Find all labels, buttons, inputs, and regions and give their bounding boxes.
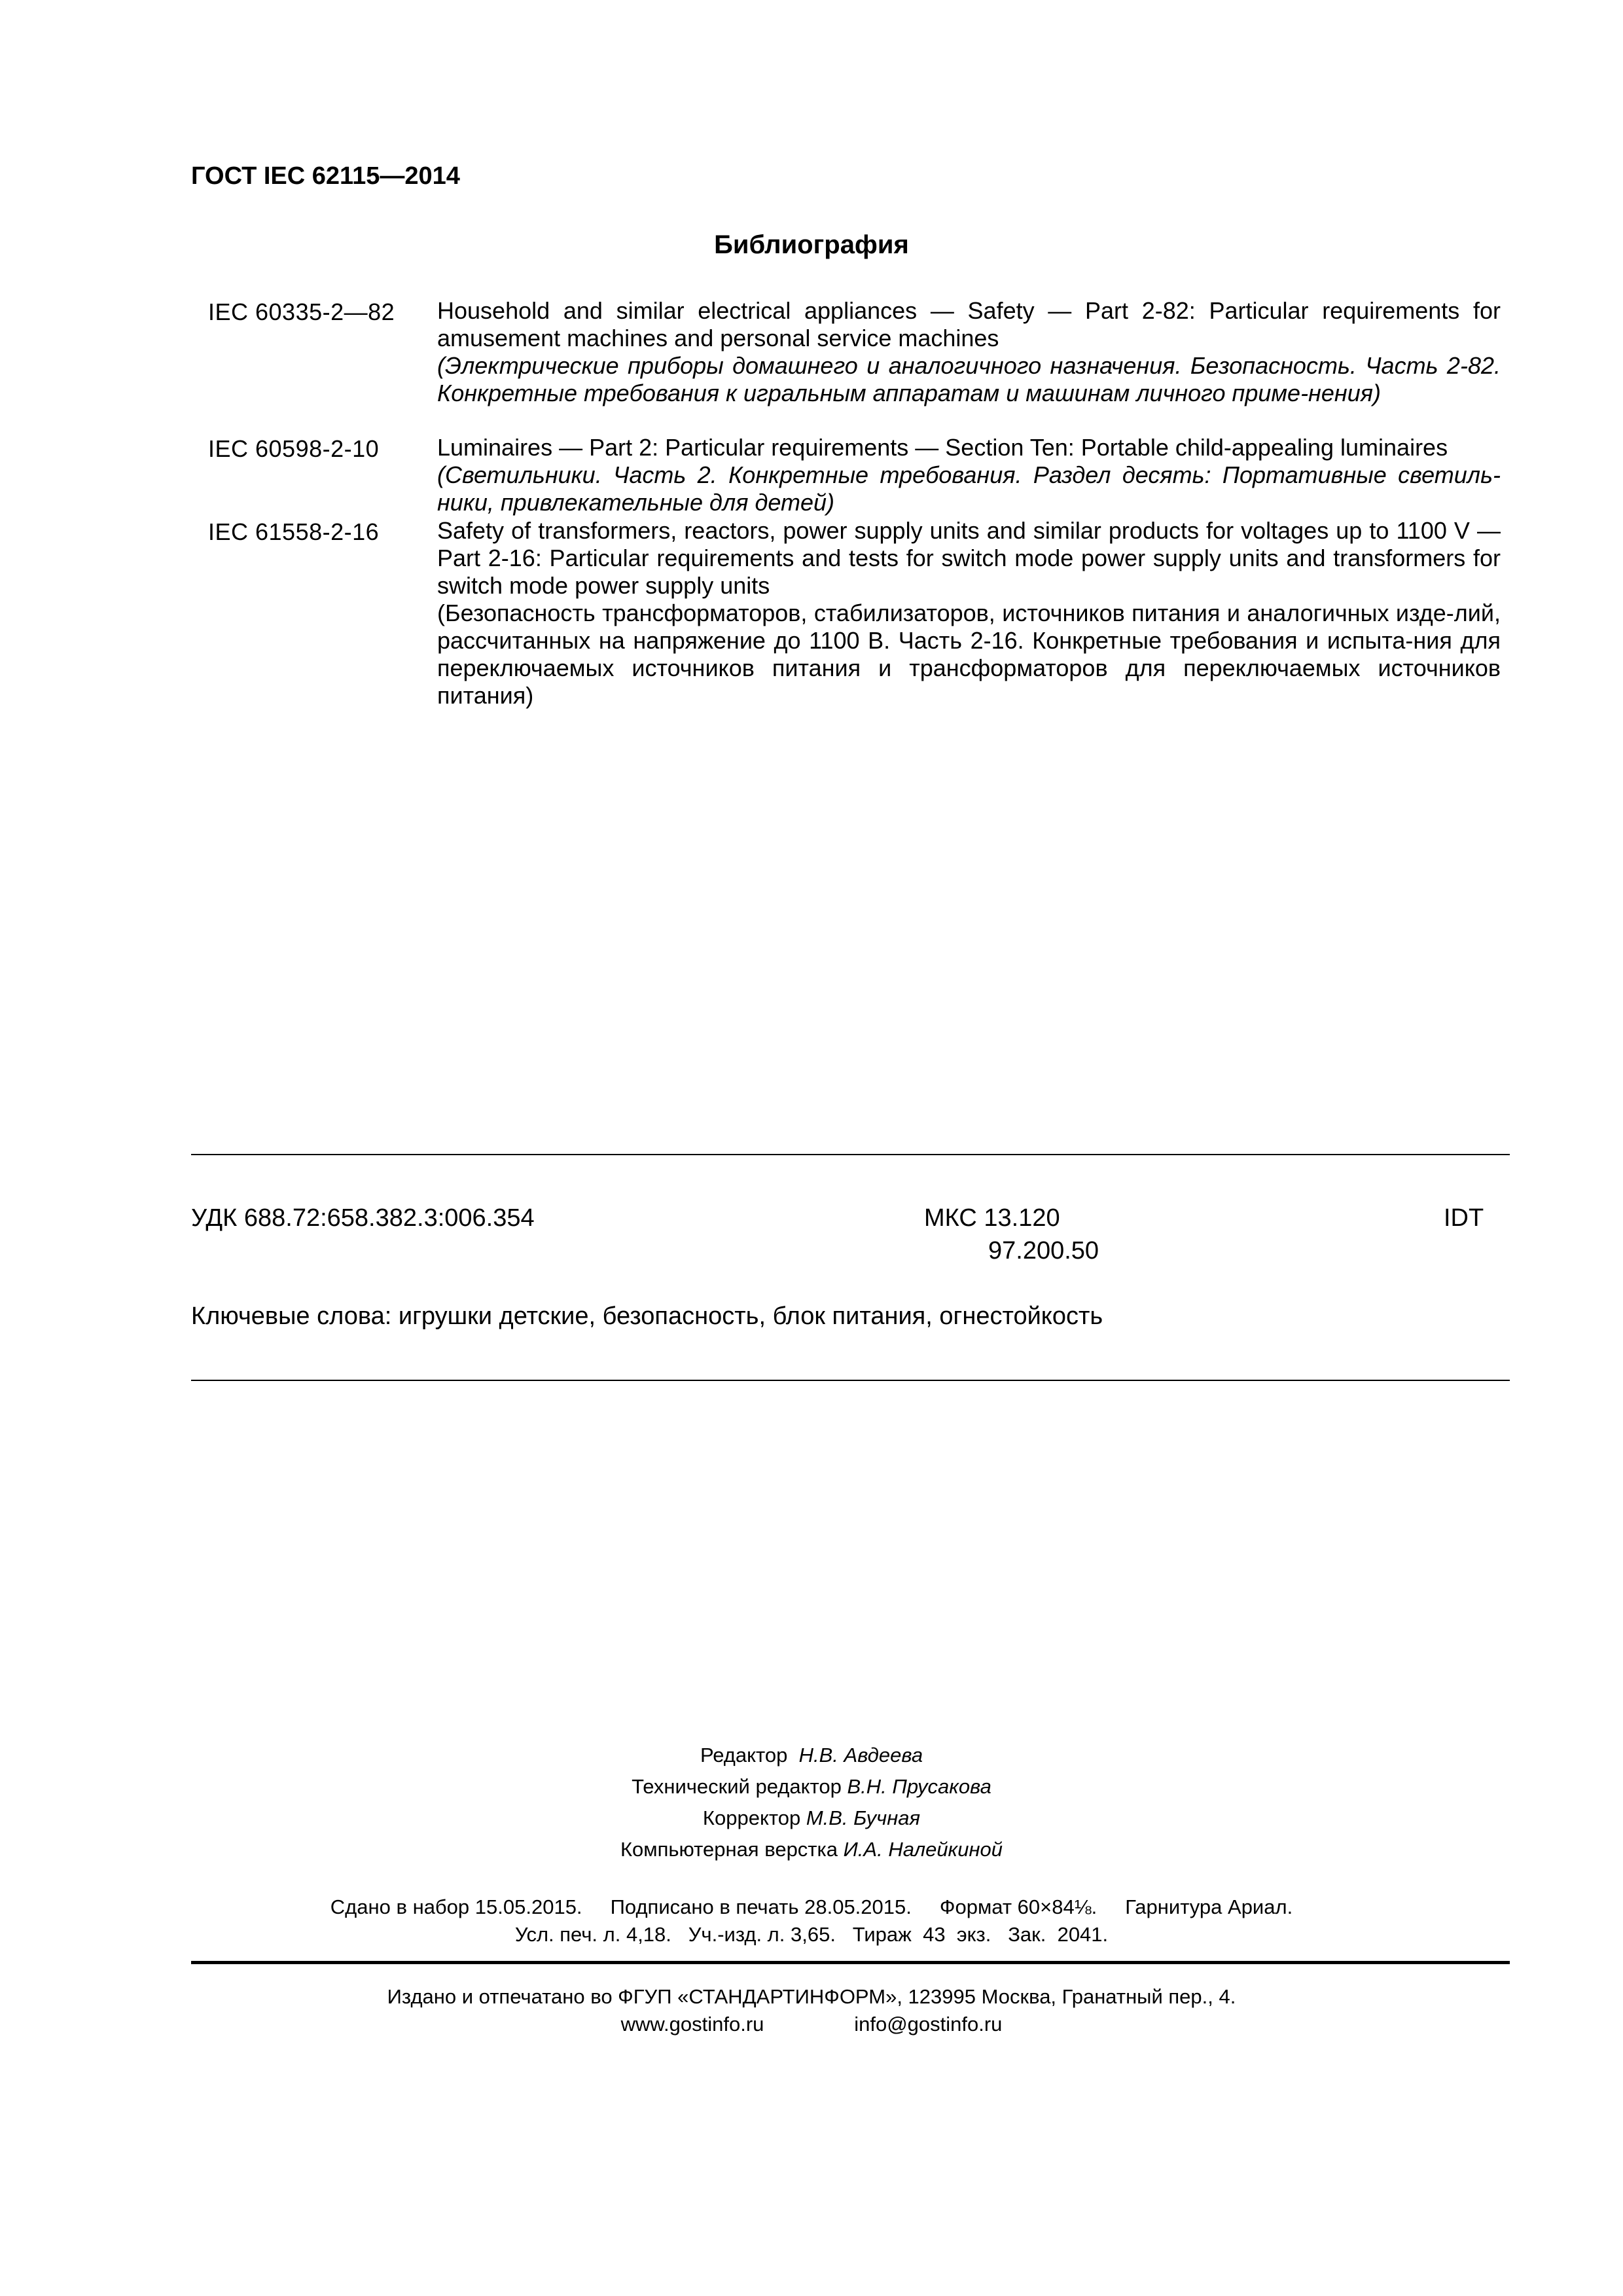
editor-label: Редактор <box>700 1744 788 1767</box>
entry-title-ru: (Электрические приборы домашнего и аналогичного назначения. Безопасность. Часть 2-82. Конкретные требования к игральным аппаратам и машинам личного приме-нения) <box>437 352 1501 406</box>
corrector-line <box>0 1803 1623 1834</box>
keywords: Ключевые слова: игрушки детские, безопасность, блок питания, огнестойкость <box>191 1302 1103 1330</box>
idt-label: IDT <box>1444 1204 1484 1232</box>
mks-code-2: 97.200.50 <box>988 1237 1099 1265</box>
tech-editor-label: Технический редактор <box>632 1775 842 1798</box>
mks-code-1: МКС 13.120 <box>924 1204 1060 1232</box>
publisher-line: Издано и отпечатано во ФГУП «СТАНДАРТИНФОРМ», 123995 Москва, Гранатный пер., 4. <box>387 1985 1236 2008</box>
credits-block <box>0 1740 1623 1865</box>
layout-label: Компьютерная верстка <box>620 1838 838 1861</box>
publisher-info <box>0 1983 1623 2038</box>
entry-title-ru: (Безопасность трансформаторов, стабилизаторов, источников питания и аналогичных изде-лий, рассчитанных на напряжение до 1100 В. Часть 2-16. Конкретные требования и испыта-ния для переключаемых источников питания и трансформаторов для переключаемых источников питания) <box>437 600 1501 709</box>
entry-title-en: Luminaires — Part 2: Particular requirements — Section Ten: Portable child-appealing luminaires <box>437 434 1448 461</box>
document-id: ГОСТ IEC 62115—2014 <box>191 162 460 190</box>
print-info-line2: Усл. печ. л. 4,18. Уч.-изд. л. 3,65. Тираж 43 экз. Зак. 2041. <box>514 1923 1109 1946</box>
entry-title-en: Safety of transformers, reactors, power supply units and similar products for voltages up to 1100 V — Part 2-16: Particular requirements and tests for switch mode power supply units and transformers for switch mode power supply units <box>437 517 1501 599</box>
entry-title-ru: (Светильники. Часть 2. Конкретные требования. Раздел десять: Портативные светиль-ники, привлекательные для детей) <box>437 461 1501 516</box>
tech-editor-name: В.Н. Прусакова <box>847 1775 991 1798</box>
entry-code: IEC 61558-2-16 <box>208 518 380 545</box>
bibliography-entry <box>437 297 1501 407</box>
editor-name: Н.В. Авдеева <box>798 1744 923 1767</box>
entry-title-en: Household and similar electrical appliances — Safety — Part 2-82: Particular requirements for amusement machines and personal service machines <box>437 297 1501 351</box>
divider-bottom <box>191 1961 1510 1964</box>
website-link[interactable]: www.gostinfo.ru <box>620 2013 764 2036</box>
udk-code: УДК 688.72:658.382.3:006.354 <box>191 1204 535 1232</box>
email-link[interactable]: info@gostinfo.ru <box>854 2013 1003 2036</box>
print-info-line1: Сдано в набор 15.05.2015. Подписано в печать 28.05.2015. Формат 60×84⅛. Гарнитура Ариал. <box>330 1895 1293 1918</box>
corrector-name: М.В. Бучная <box>806 1806 921 1829</box>
tech-editor-line <box>0 1771 1623 1803</box>
corrector-label: Корректор <box>702 1806 801 1829</box>
layout-name: И.А. Налейкиной <box>843 1838 1003 1861</box>
bibliography-entry <box>437 517 1501 709</box>
print-info <box>0 1893 1623 1948</box>
entry-code: IEC 60335-2—82 <box>208 298 395 325</box>
bibliography-entry <box>437 434 1501 516</box>
layout-line <box>0 1834 1623 1865</box>
editor-line <box>0 1740 1623 1771</box>
divider-middle <box>191 1380 1510 1381</box>
divider-top <box>191 1154 1510 1155</box>
bibliography-title: Библиография <box>714 230 909 259</box>
entry-code: IEC 60598-2-10 <box>208 435 380 462</box>
